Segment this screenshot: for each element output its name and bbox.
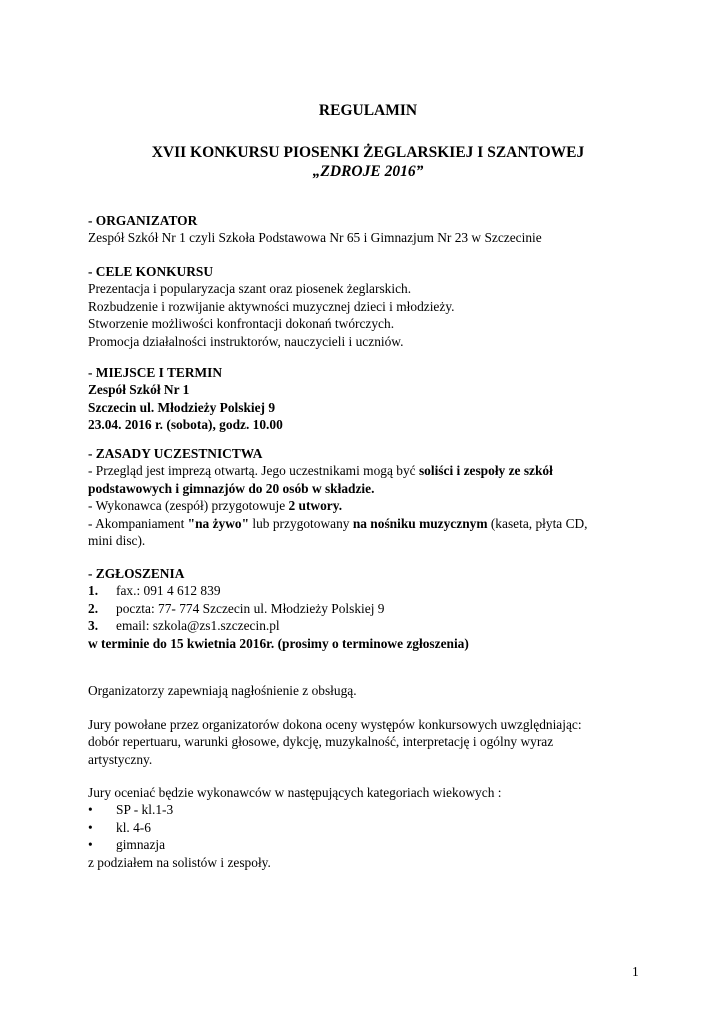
- category-item: [88, 836, 648, 853]
- application-item: [88, 600, 648, 617]
- postal-address: poczta: 77- 774 Szczecin ul. Młodzieży Polskiej 9: [116, 600, 385, 616]
- place-address: Szczecin ul. Młodzieży Polskiej 9: [88, 399, 276, 415]
- rules-section: [88, 445, 648, 549]
- category-item: [88, 819, 648, 836]
- category-item: [88, 801, 648, 818]
- place-venue: Zespół Szkół Nr 1: [88, 382, 190, 398]
- categories-outro: z podziałem na solistów i zespoły.: [88, 854, 271, 870]
- fax-number: fax.: 091 4 612 839: [116, 583, 221, 599]
- rules-heading: - ZASADY UCZESTNICTWA: [88, 446, 263, 461]
- bullet-icon: •: [88, 837, 93, 853]
- jury-line: dobór repertuaru, warunki głosowe, dykcję, muzykalność, interpretację i ogólny wyraz: [88, 734, 554, 750]
- goal-item: Prezentacja i popularyzacja szant oraz piosenek żeglarskich.: [88, 281, 412, 297]
- categories-intro: Jury oceniać będzie wykonawców w następujących kategoriach wiekowych :: [88, 785, 502, 800]
- applications-deadline: w terminie do 15 kwietnia 2016r. (prosimy o terminowe zgłoszenia): [88, 635, 469, 651]
- page-title: REGULAMIN: [318, 102, 418, 119]
- category-label: kl. 4-6: [116, 819, 151, 835]
- rules-emphasis: na nośniku muzycznym: [352, 515, 488, 531]
- rules-emphasis: 2 utwory.: [288, 498, 343, 514]
- rules-line: podstawowych i gimnazjów do 20 osób w składzie.: [88, 480, 375, 496]
- rules-text: - Akompaniament: [88, 515, 188, 531]
- bullet-icon: •: [88, 819, 93, 835]
- page-subtitle: XVII KONKURSU PIOSENKI ŻEGLARSKIEJ I SZANTOWEJ: [151, 144, 585, 161]
- rules-line: [88, 515, 648, 532]
- sound-note: [88, 682, 648, 699]
- jury-line: Jury powołane przez organizatorów dokona oceny występów konkursowych uwzględniając:: [88, 717, 582, 732]
- rules-text: - Przegląd jest imprezą otwartą. Jego uczestnikami mogą być: [88, 463, 419, 479]
- organizer-heading: - ORGANIZATOR: [88, 213, 198, 228]
- rules-line: [88, 462, 648, 479]
- organizer-section: [88, 212, 648, 247]
- application-item: [88, 617, 648, 634]
- rules-emphasis: "na żywo": [187, 515, 250, 531]
- sound-text: Organizatorzy zapewniają nagłośnienie z obsługą.: [88, 683, 357, 698]
- rules-text: lub przygotowany: [249, 515, 353, 531]
- item-number: 2.: [88, 600, 99, 616]
- rules-text: (kaseta, płyta CD,: [487, 515, 588, 531]
- goal-item: Stworzenie możliwości konfrontacji dokonań twórczych.: [88, 316, 395, 332]
- item-number: 3.: [88, 618, 99, 634]
- place-heading: - MIEJSCE I TERMIN: [88, 365, 223, 380]
- event-name: „ZDROJE 2016”: [312, 163, 424, 180]
- jury-section: [88, 716, 648, 768]
- application-item: [88, 582, 648, 599]
- bullet-icon: •: [88, 802, 93, 818]
- goals-heading: - CELE KONKURSU: [88, 264, 213, 279]
- rules-text: - Wykonawca (zespół) przygotowuje: [88, 498, 289, 514]
- categories-section: [88, 784, 648, 871]
- item-number: 1.: [88, 583, 99, 599]
- goal-item: Rozbudzenie i rozwijanie aktywności muzycznej dzieci i młodzieży.: [88, 298, 455, 314]
- rules-line: [88, 497, 648, 514]
- page-number: 1: [632, 964, 639, 979]
- category-label: gimnazja: [116, 837, 166, 853]
- applications-heading: - ZGŁOSZENIA: [88, 566, 185, 581]
- jury-line: artystyczny.: [88, 751, 153, 767]
- goals-section: [88, 263, 648, 350]
- rules-emphasis: soliści i zespoły ze szkół: [418, 463, 553, 479]
- goal-item: Promocja działalności instruktorów, nauczycieli i uczniów.: [88, 333, 404, 349]
- place-section: [88, 364, 648, 434]
- applications-section: [88, 565, 648, 652]
- category-label: SP - kl.1-3: [116, 802, 174, 818]
- organizer-text: Zespół Szkół Nr 1 czyli Szkoła Podstawowa Nr 65 i Gimnazjum Nr 23 w Szczecinie: [88, 230, 542, 246]
- email-address: email: szkola@zs1.szczecin.pl: [116, 618, 280, 634]
- place-date: 23.04. 2016 r. (sobota), godz. 10.00: [88, 417, 283, 433]
- rules-line: mini disc).: [88, 533, 146, 549]
